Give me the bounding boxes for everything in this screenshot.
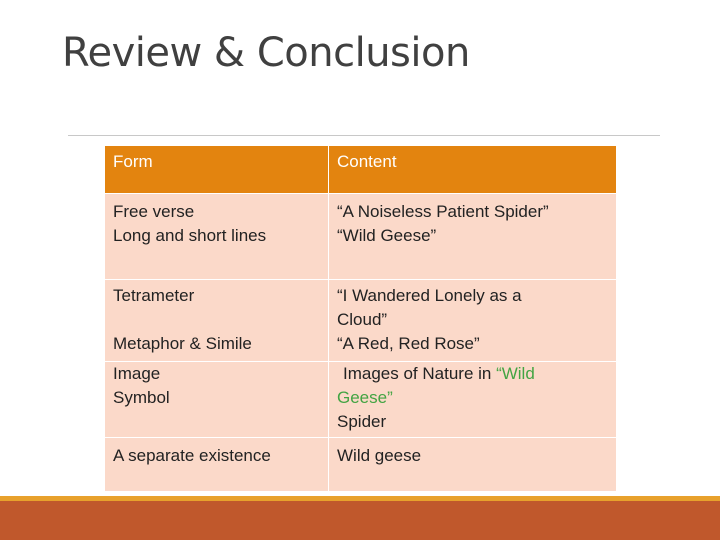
form-line: A separate existence bbox=[113, 446, 271, 465]
content-line bbox=[337, 362, 608, 386]
table-row bbox=[105, 362, 617, 438]
footer-bar bbox=[0, 496, 720, 540]
form-line: Metaphor & Simile bbox=[113, 334, 252, 353]
form-cell bbox=[105, 362, 329, 438]
header-form: Form bbox=[105, 146, 329, 194]
form-line: Tetrameter bbox=[113, 286, 195, 305]
form-cell bbox=[105, 438, 329, 492]
form-cell bbox=[105, 194, 329, 280]
content-text: Images of Nature in bbox=[343, 364, 497, 383]
content-line: “A Red, Red Rose” bbox=[337, 334, 480, 353]
form-cell bbox=[105, 280, 329, 362]
content-line: “I Wandered Lonely as a bbox=[337, 286, 522, 305]
blank-line bbox=[113, 308, 320, 332]
content-line: “A Noiseless Patient Spider” bbox=[337, 202, 549, 221]
slide-title: Review & Conclusion bbox=[62, 30, 470, 76]
highlighted-title: “Wild bbox=[496, 364, 535, 383]
title-divider bbox=[68, 135, 660, 136]
header-content: Content bbox=[329, 146, 617, 194]
content-line: Cloud” bbox=[337, 310, 388, 329]
table-row bbox=[105, 438, 617, 492]
content-cell bbox=[329, 194, 617, 280]
content-cell bbox=[329, 362, 617, 438]
content-cell bbox=[329, 280, 617, 362]
table-row bbox=[105, 194, 617, 280]
form-line: Free verse bbox=[113, 202, 195, 221]
form-line: Long and short lines bbox=[113, 226, 267, 245]
content-line: Spider bbox=[337, 412, 387, 431]
form-line: Symbol bbox=[113, 388, 170, 407]
form-line: Image bbox=[113, 364, 161, 383]
content-cell bbox=[329, 438, 617, 492]
review-table bbox=[104, 145, 617, 492]
table-row bbox=[105, 280, 617, 362]
content-line: “Wild Geese” bbox=[337, 226, 437, 245]
footer-accent-stripe bbox=[0, 496, 720, 501]
highlighted-title: Geese” bbox=[337, 388, 393, 407]
table-header-row bbox=[105, 146, 617, 194]
content-line: Wild geese bbox=[337, 446, 422, 465]
